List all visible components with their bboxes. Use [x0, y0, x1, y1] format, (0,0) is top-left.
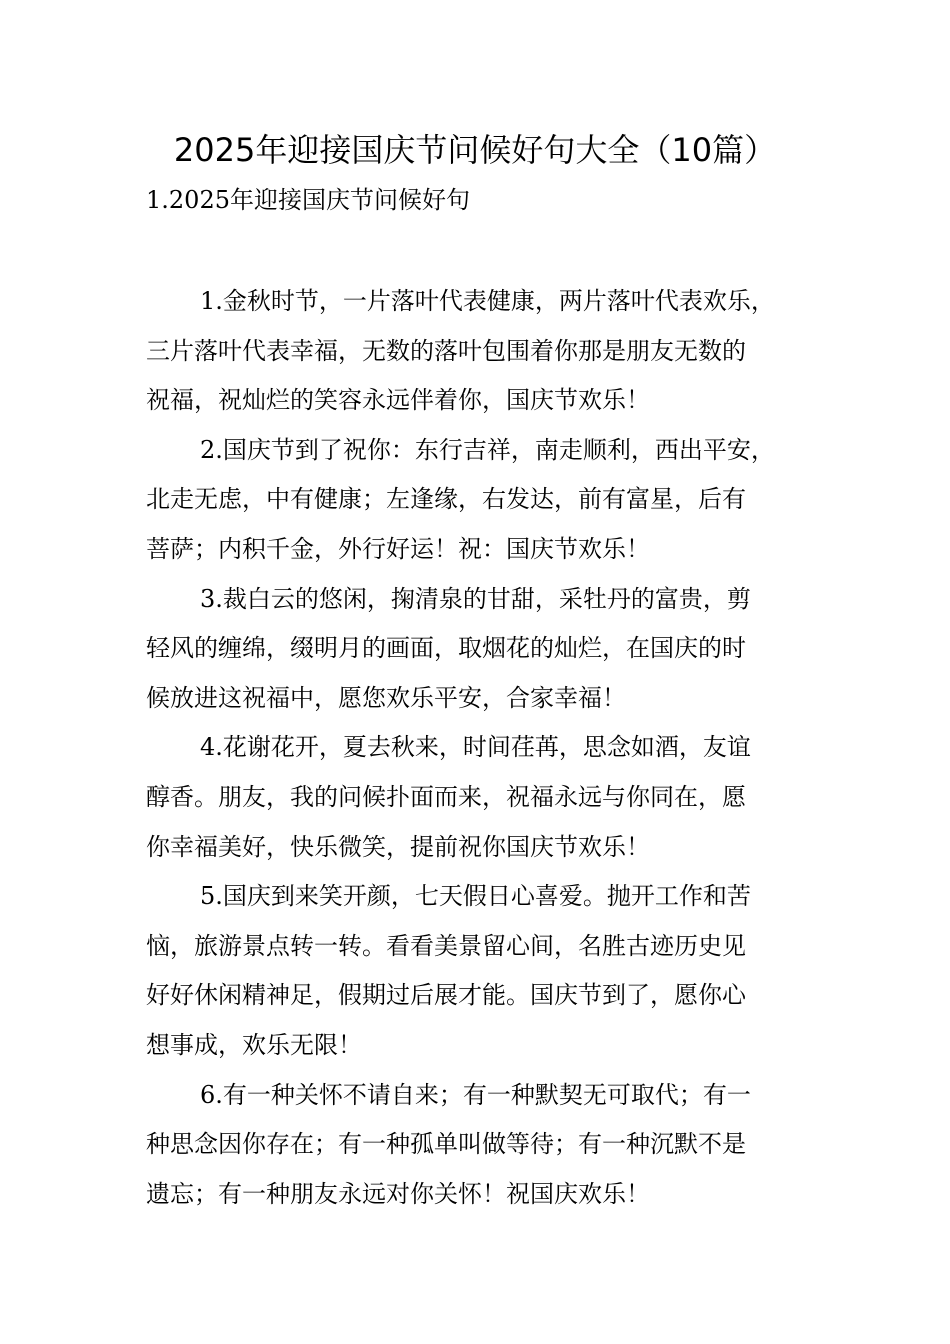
- paragraph-line: 5.国庆到来笑开颜，七天假日心喜爱。抛开工作和苦: [200, 882, 751, 911]
- paragraph-line: 候放进这祝福中，愿您欢乐平安，合家幸福！: [146, 683, 626, 712]
- paragraph-line: 祝福，祝灿烂的笑容永远伴着你，国庆节欢乐！: [146, 386, 650, 415]
- paragraph-line: 3.裁白云的悠闲，掬清泉的甘甜，采牡丹的富贵，剪: [200, 584, 751, 613]
- paragraph-line: 想事成，欢乐无限！: [146, 1030, 362, 1059]
- paragraph-line: 1.金秋时节，一片落叶代表健康，两片落叶代表欢乐，: [200, 287, 775, 315]
- document-body: [146, 277, 836, 1219]
- paragraph-6: [146, 1071, 836, 1220]
- paragraph-line: 菩萨；内积千金，外行好运！祝：国庆节欢乐！: [146, 534, 650, 563]
- document-title: 2025年迎接国庆节问候好句大全（10篇）: [173, 131, 777, 169]
- paragraph-line: 醇香。朋友，我的问候扑面而来，祝福永远与你同在，愿: [146, 782, 746, 811]
- paragraph-3: [146, 575, 836, 724]
- paragraph-5: [146, 872, 836, 1070]
- paragraph-line: 好好休闲精神足，假期过后展才能。国庆节到了，愿你心: [146, 981, 746, 1010]
- paragraph-2: [146, 426, 836, 575]
- paragraph-line: 北走无虑，中有健康；左逢缘，右发达，前有富星，后有: [146, 485, 746, 514]
- paragraph-1: [146, 277, 836, 426]
- paragraph-line: 你幸福美好，快乐微笑，提前祝你国庆节欢乐！: [146, 832, 650, 861]
- paragraph-line: 4.花谢花开，夏去秋来，时间荏苒，思念如酒，友谊: [200, 733, 751, 762]
- paragraph-line: 轻风的缠绵，缀明月的画面，取烟花的灿烂，在国庆的时: [146, 634, 746, 663]
- paragraph-4: [146, 723, 836, 872]
- paragraph-line: 遗忘；有一种朋友永远对你关怀！祝国庆欢乐！: [146, 1179, 650, 1208]
- paragraph-line: 6.有一种关怀不请自来；有一种默契无可取代；有一: [200, 1080, 751, 1109]
- section-heading: 1.2025年迎接国庆节问候好句: [146, 186, 470, 214]
- paragraph-line: 恼，旅游景点转一转。看看美景留心间，名胜古迹历史见: [146, 931, 746, 960]
- paragraph-line: 2.国庆节到了祝你：东行吉祥，南走顺利，西出平安，: [200, 435, 775, 464]
- paragraph-line: 种思念因你存在；有一种孤单叫做等待；有一种沉默不是: [146, 1130, 746, 1159]
- paragraph-line: 三片落叶代表幸福，无数的落叶包围着你那是朋友无数的: [146, 336, 746, 365]
